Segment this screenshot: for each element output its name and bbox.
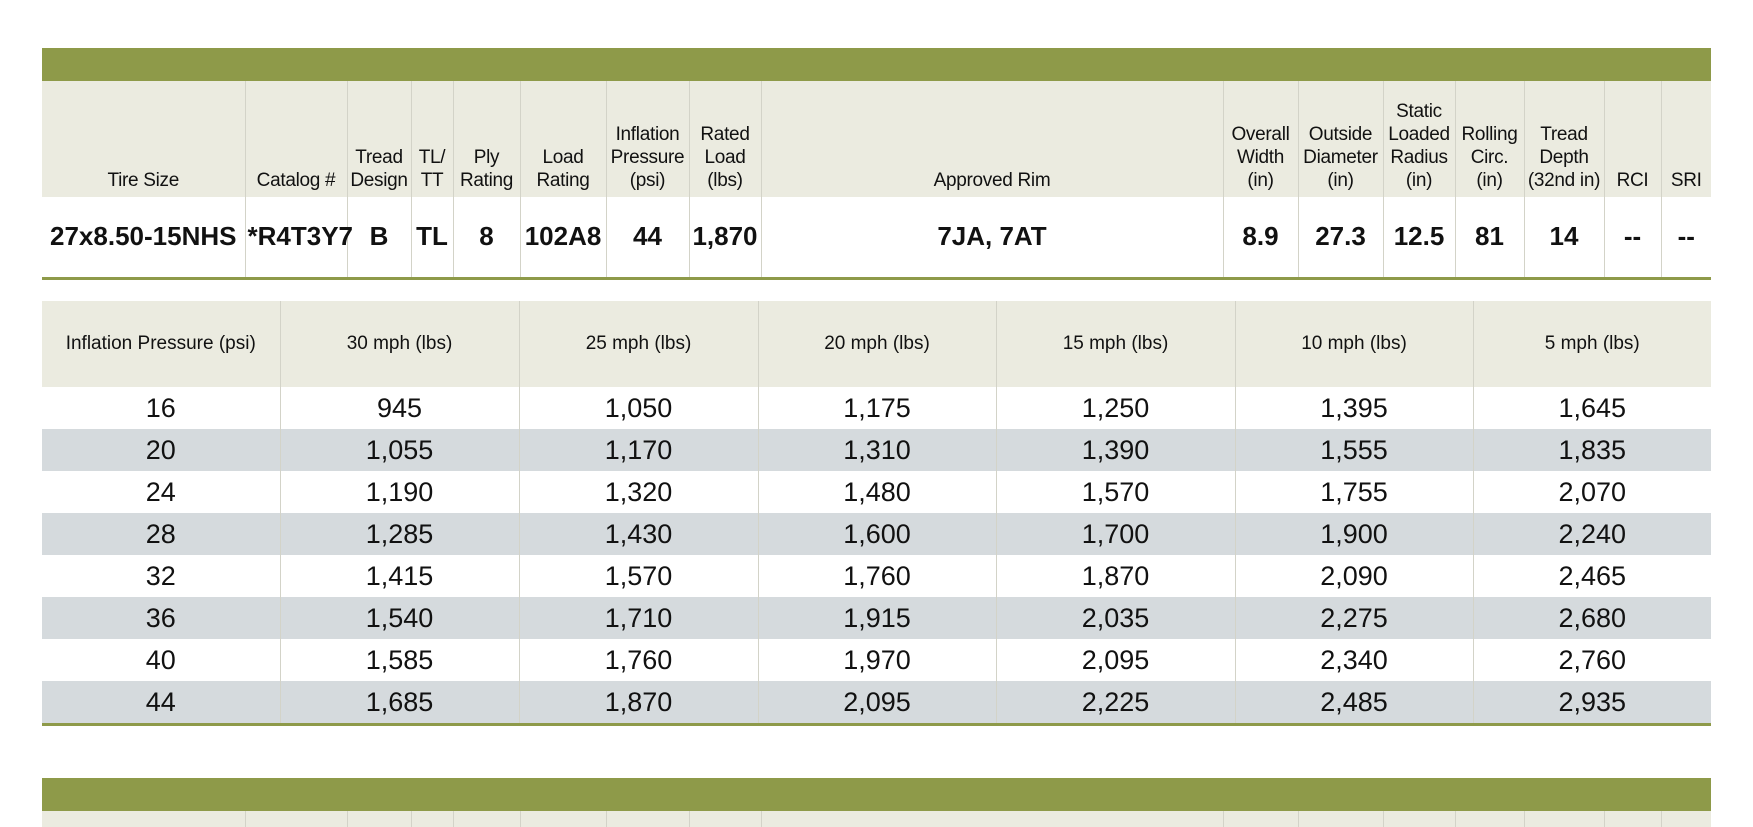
load-cell: 1,175 bbox=[758, 387, 996, 429]
header-inflation-pressure: Inflation Pressure (psi) bbox=[606, 81, 689, 197]
value-rolling-circ: 81 bbox=[1455, 197, 1524, 278]
pressure-cell: 32 bbox=[42, 555, 280, 597]
load-cell: 1,480 bbox=[758, 471, 996, 513]
header-overall-width: Overall Width (in) bbox=[1223, 81, 1298, 197]
stub-cell bbox=[245, 811, 347, 827]
load-cell: 1,835 bbox=[1473, 429, 1711, 471]
stub-cell bbox=[42, 811, 245, 827]
value-sri: -- bbox=[1661, 197, 1711, 278]
table-row bbox=[42, 471, 1711, 513]
load-cell: 2,035 bbox=[996, 597, 1235, 639]
value-ply-rating: 8 bbox=[453, 197, 520, 278]
load-cell: 1,570 bbox=[519, 555, 758, 597]
load-cell: 1,900 bbox=[1235, 513, 1473, 555]
stub-cell bbox=[1661, 811, 1711, 827]
load-cell: 1,170 bbox=[519, 429, 758, 471]
load-cell: 2,340 bbox=[1235, 639, 1473, 681]
load-cell: 1,540 bbox=[280, 597, 519, 639]
tire-spec-table bbox=[42, 81, 1711, 280]
value-load-rating: 102A8 bbox=[520, 197, 606, 278]
table-row bbox=[42, 555, 1711, 597]
stub-cell bbox=[411, 811, 453, 827]
load-cell: 1,055 bbox=[280, 429, 519, 471]
header-load-inflation-pressure: Inflation Pressure (psi) bbox=[42, 301, 280, 387]
header-tread-design: Tread Design bbox=[347, 81, 411, 197]
load-cell: 1,755 bbox=[1235, 471, 1473, 513]
stub-cell bbox=[1524, 811, 1604, 827]
load-cell: 2,240 bbox=[1473, 513, 1711, 555]
load-cell: 1,190 bbox=[280, 471, 519, 513]
load-cell: 2,485 bbox=[1235, 681, 1473, 725]
load-cell: 2,275 bbox=[1235, 597, 1473, 639]
header-load-rating: Load Rating bbox=[520, 81, 606, 197]
stub-cell bbox=[761, 811, 1223, 827]
value-overall-width: 8.9 bbox=[1223, 197, 1298, 278]
table-row bbox=[42, 681, 1711, 725]
next-section-header-bar bbox=[42, 778, 1711, 811]
pressure-cell: 24 bbox=[42, 471, 280, 513]
load-cell: 1,600 bbox=[758, 513, 996, 555]
load-cell: 1,310 bbox=[758, 429, 996, 471]
value-outside-diameter: 27.3 bbox=[1298, 197, 1383, 278]
load-inflation-table bbox=[42, 301, 1711, 726]
value-tread-design: B bbox=[347, 197, 411, 278]
header-15-mph: 15 mph (lbs) bbox=[996, 301, 1235, 387]
next-section-header-row bbox=[42, 811, 1711, 827]
load-cell: 1,285 bbox=[280, 513, 519, 555]
stub-cell bbox=[453, 811, 520, 827]
load-cell: 945 bbox=[280, 387, 519, 429]
header-rci: RCI bbox=[1604, 81, 1661, 197]
load-cell: 1,050 bbox=[519, 387, 758, 429]
load-cell: 1,685 bbox=[280, 681, 519, 725]
table-row bbox=[42, 387, 1711, 429]
header-ply-rating: Ply Rating bbox=[453, 81, 520, 197]
load-cell: 1,870 bbox=[519, 681, 758, 725]
value-tl-tt: TL bbox=[411, 197, 453, 278]
load-cell: 1,700 bbox=[996, 513, 1235, 555]
load-cell: 2,680 bbox=[1473, 597, 1711, 639]
header-outside-diameter: Outside Diameter (in) bbox=[1298, 81, 1383, 197]
value-static-loaded-radius: 12.5 bbox=[1383, 197, 1455, 278]
header-30-mph: 30 mph (lbs) bbox=[280, 301, 519, 387]
header-sri: SRI bbox=[1661, 81, 1711, 197]
stub-cell bbox=[1223, 811, 1298, 827]
header-10-mph: 10 mph (lbs) bbox=[1235, 301, 1473, 387]
load-cell: 1,395 bbox=[1235, 387, 1473, 429]
load-header-row bbox=[42, 301, 1711, 387]
header-5-mph: 5 mph (lbs) bbox=[1473, 301, 1711, 387]
table-row bbox=[42, 429, 1711, 471]
load-cell: 2,090 bbox=[1235, 555, 1473, 597]
load-cell: 1,585 bbox=[280, 639, 519, 681]
load-cell: 2,070 bbox=[1473, 471, 1711, 513]
value-approved-rim: 7JA, 7AT bbox=[761, 197, 1223, 278]
load-cell: 1,970 bbox=[758, 639, 996, 681]
load-cell: 2,225 bbox=[996, 681, 1235, 725]
pressure-cell: 28 bbox=[42, 513, 280, 555]
header-approved-rim: Approved Rim bbox=[761, 81, 1223, 197]
load-cell: 1,320 bbox=[519, 471, 758, 513]
load-cell: 1,555 bbox=[1235, 429, 1473, 471]
load-cell: 1,415 bbox=[280, 555, 519, 597]
pressure-cell: 36 bbox=[42, 597, 280, 639]
pressure-cell: 20 bbox=[42, 429, 280, 471]
header-20-mph: 20 mph (lbs) bbox=[758, 301, 996, 387]
load-cell: 1,760 bbox=[758, 555, 996, 597]
header-rated-load: Rated Load (lbs) bbox=[689, 81, 761, 197]
load-cell: 2,095 bbox=[996, 639, 1235, 681]
stub-cell bbox=[606, 811, 689, 827]
header-catalog: Catalog # bbox=[245, 81, 347, 197]
pressure-cell: 16 bbox=[42, 387, 280, 429]
load-cell: 1,390 bbox=[996, 429, 1235, 471]
stub-cell bbox=[1604, 811, 1661, 827]
load-cell: 2,935 bbox=[1473, 681, 1711, 725]
load-cell: 1,430 bbox=[519, 513, 758, 555]
load-cell: 1,250 bbox=[996, 387, 1235, 429]
value-tread-depth: 14 bbox=[1524, 197, 1604, 278]
value-rated-load: 1,870 bbox=[689, 197, 761, 278]
stub-cell bbox=[347, 811, 411, 827]
load-cell: 1,760 bbox=[519, 639, 758, 681]
spec-value-row bbox=[42, 197, 1711, 278]
header-static-loaded-radius: Static Loaded Radius (in) bbox=[1383, 81, 1455, 197]
next-section-table bbox=[42, 811, 1711, 827]
value-inflation-pressure: 44 bbox=[606, 197, 689, 278]
stub-cell bbox=[1298, 811, 1383, 827]
load-cell: 2,760 bbox=[1473, 639, 1711, 681]
pressure-cell: 44 bbox=[42, 681, 280, 725]
value-rci: -- bbox=[1604, 197, 1661, 278]
spec-header-row bbox=[42, 81, 1711, 197]
load-cell: 1,915 bbox=[758, 597, 996, 639]
pressure-cell: 40 bbox=[42, 639, 280, 681]
stub-cell bbox=[1383, 811, 1455, 827]
header-tl-tt: TL/ TT bbox=[411, 81, 453, 197]
load-cell: 1,570 bbox=[996, 471, 1235, 513]
load-cell: 1,710 bbox=[519, 597, 758, 639]
value-catalog: *R4T3Y7 bbox=[245, 197, 347, 278]
header-tire-size: Tire Size bbox=[42, 81, 245, 197]
stub-cell bbox=[520, 811, 606, 827]
table-row bbox=[42, 639, 1711, 681]
header-25-mph: 25 mph (lbs) bbox=[519, 301, 758, 387]
header-bar bbox=[42, 48, 1711, 81]
table-row bbox=[42, 597, 1711, 639]
value-tire-size: 27x8.50-15NHS bbox=[42, 197, 245, 278]
stub-cell bbox=[689, 811, 761, 827]
stub-cell bbox=[1455, 811, 1524, 827]
header-tread-depth: Tread Depth (32nd in) bbox=[1524, 81, 1604, 197]
table-row bbox=[42, 513, 1711, 555]
load-cell: 1,645 bbox=[1473, 387, 1711, 429]
load-cell: 2,095 bbox=[758, 681, 996, 725]
load-cell: 2,465 bbox=[1473, 555, 1711, 597]
header-rolling-circ: Rolling Circ. (in) bbox=[1455, 81, 1524, 197]
load-cell: 1,870 bbox=[996, 555, 1235, 597]
